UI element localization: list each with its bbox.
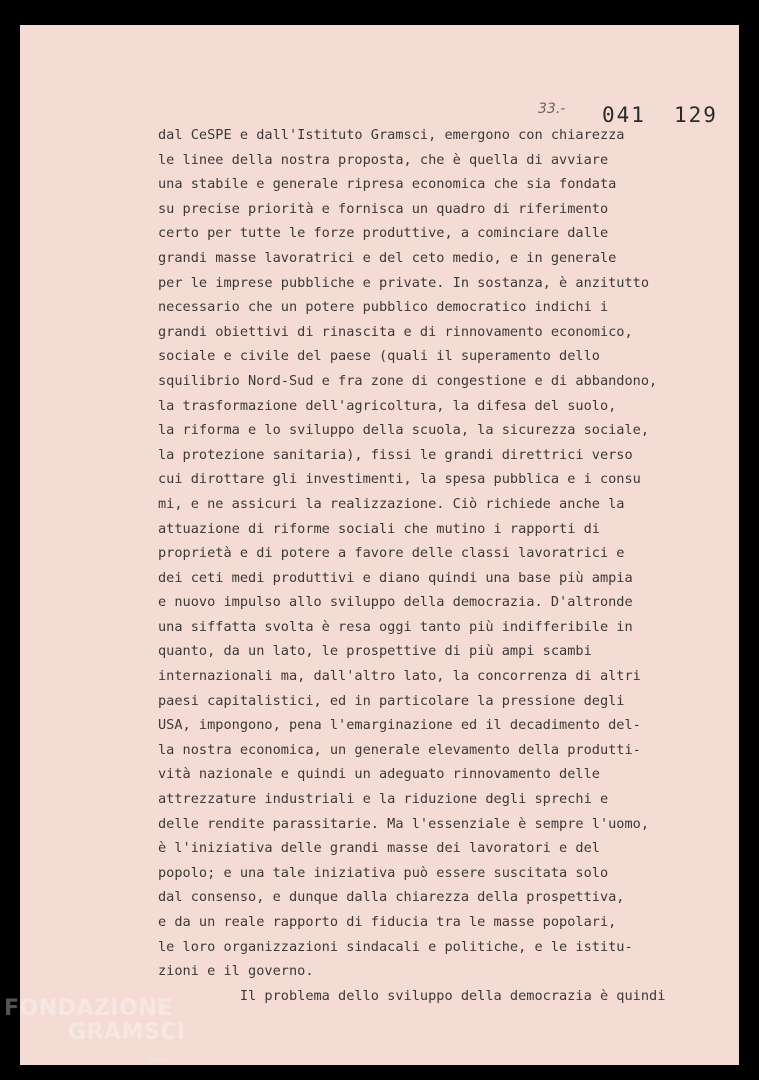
- text-line: grandi obiettivi di rinascita e di rinnovamento economico,: [158, 323, 633, 340]
- text-line: internazionali ma, dall'altro lato, la concorrenza di altri: [158, 668, 641, 685]
- text-line: Il problema dello sviluppo della democrazia è quindi: [158, 987, 666, 1004]
- text-line: cui dirottare gli investimenti, la spesa pubblica e i consu: [158, 471, 641, 488]
- text-line: e da un reale rapporto di fiducia tra le masse popolari,: [158, 914, 617, 930]
- fondazione-gramsci-watermark: [4, 997, 186, 1045]
- text-line: una stabile e generale ripresa economica che sia fondata: [158, 176, 617, 193]
- text-line: USA, impongono, pena l'emarginazione ed il decadimento del-: [158, 717, 641, 734]
- text-line: per le imprese pubbliche e private. In sostanza, è anzitutto: [158, 274, 650, 291]
- text-line: delle rendite parassitarie. Ma l'essenziale è sempre l'uomo,: [158, 815, 650, 832]
- text-line: le loro organizzazioni sindacali e politiche, e le istitu-: [158, 938, 633, 955]
- text-line: è l'iniziativa delle grandi masse dei lavoratori e del: [158, 840, 600, 857]
- text-line: la nostra economica, un generale elevamento della produtti-: [158, 741, 641, 758]
- text-line: sociale e civile del paese (quali il superamento dello: [158, 348, 600, 365]
- archive-number-secondary: 129: [674, 103, 718, 127]
- text-line: dal consenso, e dunque dalla chiarezza della prospettiva,: [158, 889, 625, 906]
- text-line: vità nazionale e quindi un adeguato rinnovamento delle: [158, 766, 600, 783]
- text-line: quanto, da un lato, le prospettive di più ampi scambi: [158, 643, 592, 660]
- text-line: e nuovo impulso allo sviluppo della democrazia. D'altronde: [158, 594, 633, 611]
- text-line: squilibrio Nord-Sud e fra zone di congestione e di abbandono,: [158, 372, 658, 389]
- text-line: proprietà e di potere a favore delle classi lavoratrici e: [158, 545, 625, 562]
- text-line: certo per tutte le forze produttive, a cominciare dalle: [158, 225, 609, 242]
- text-line: la protezione sanitaria), fissi le grandi direttrici verso: [158, 446, 633, 463]
- watermark-line-2: GRAMSCI: [68, 1020, 186, 1045]
- text-line: la trasformazione dell'agricoltura, la difesa del suolo,: [158, 397, 617, 414]
- text-line: popolo; e una tale iniziativa può essere suscitata solo: [158, 864, 609, 881]
- text-line: mi, e ne assicuri la realizzazione. Ciò richiede anche la: [158, 495, 625, 512]
- text-line: attrezzature industriali e la riduzione degli sprechi e: [158, 791, 609, 808]
- text-line: una siffatta svolta è resa oggi tanto più indifferibile in: [158, 618, 633, 635]
- text-line: su precise priorità e fornisca un quadro di riferimento: [158, 200, 609, 217]
- text-line: attuazione di riforme sociali che mutino i rapporti di: [158, 520, 600, 537]
- text-line: dal CeSPE e dall'Istituto Gramsci, emergono con chiarezza: [158, 127, 625, 143]
- text-line: le linee della nostra proposta, che è quella di avviare: [158, 151, 609, 168]
- watermark-line-1: FONDAZIONE: [4, 996, 173, 1021]
- text-line: zioni e il governo.: [158, 963, 314, 980]
- text-line: dei ceti medi produttivi e diano quindi una base più ampia: [158, 569, 633, 586]
- text-line: la riforma e lo sviluppo della scuola, la sicurezza sociale,: [158, 422, 650, 439]
- archive-number-primary: 041: [602, 103, 646, 127]
- text-line: paesi capitalistici, ed in particolare la pressione degli: [158, 692, 625, 709]
- handwritten-page-number: 33.-: [538, 101, 566, 117]
- body-text: [158, 123, 665, 1008]
- text-line: necessario che un potere pubblico democratico indichi i: [158, 299, 609, 316]
- watermark-tag: onlus: [148, 1055, 170, 1064]
- text-line: grandi masse lavoratrici e del ceto medio, e in generale: [158, 249, 617, 266]
